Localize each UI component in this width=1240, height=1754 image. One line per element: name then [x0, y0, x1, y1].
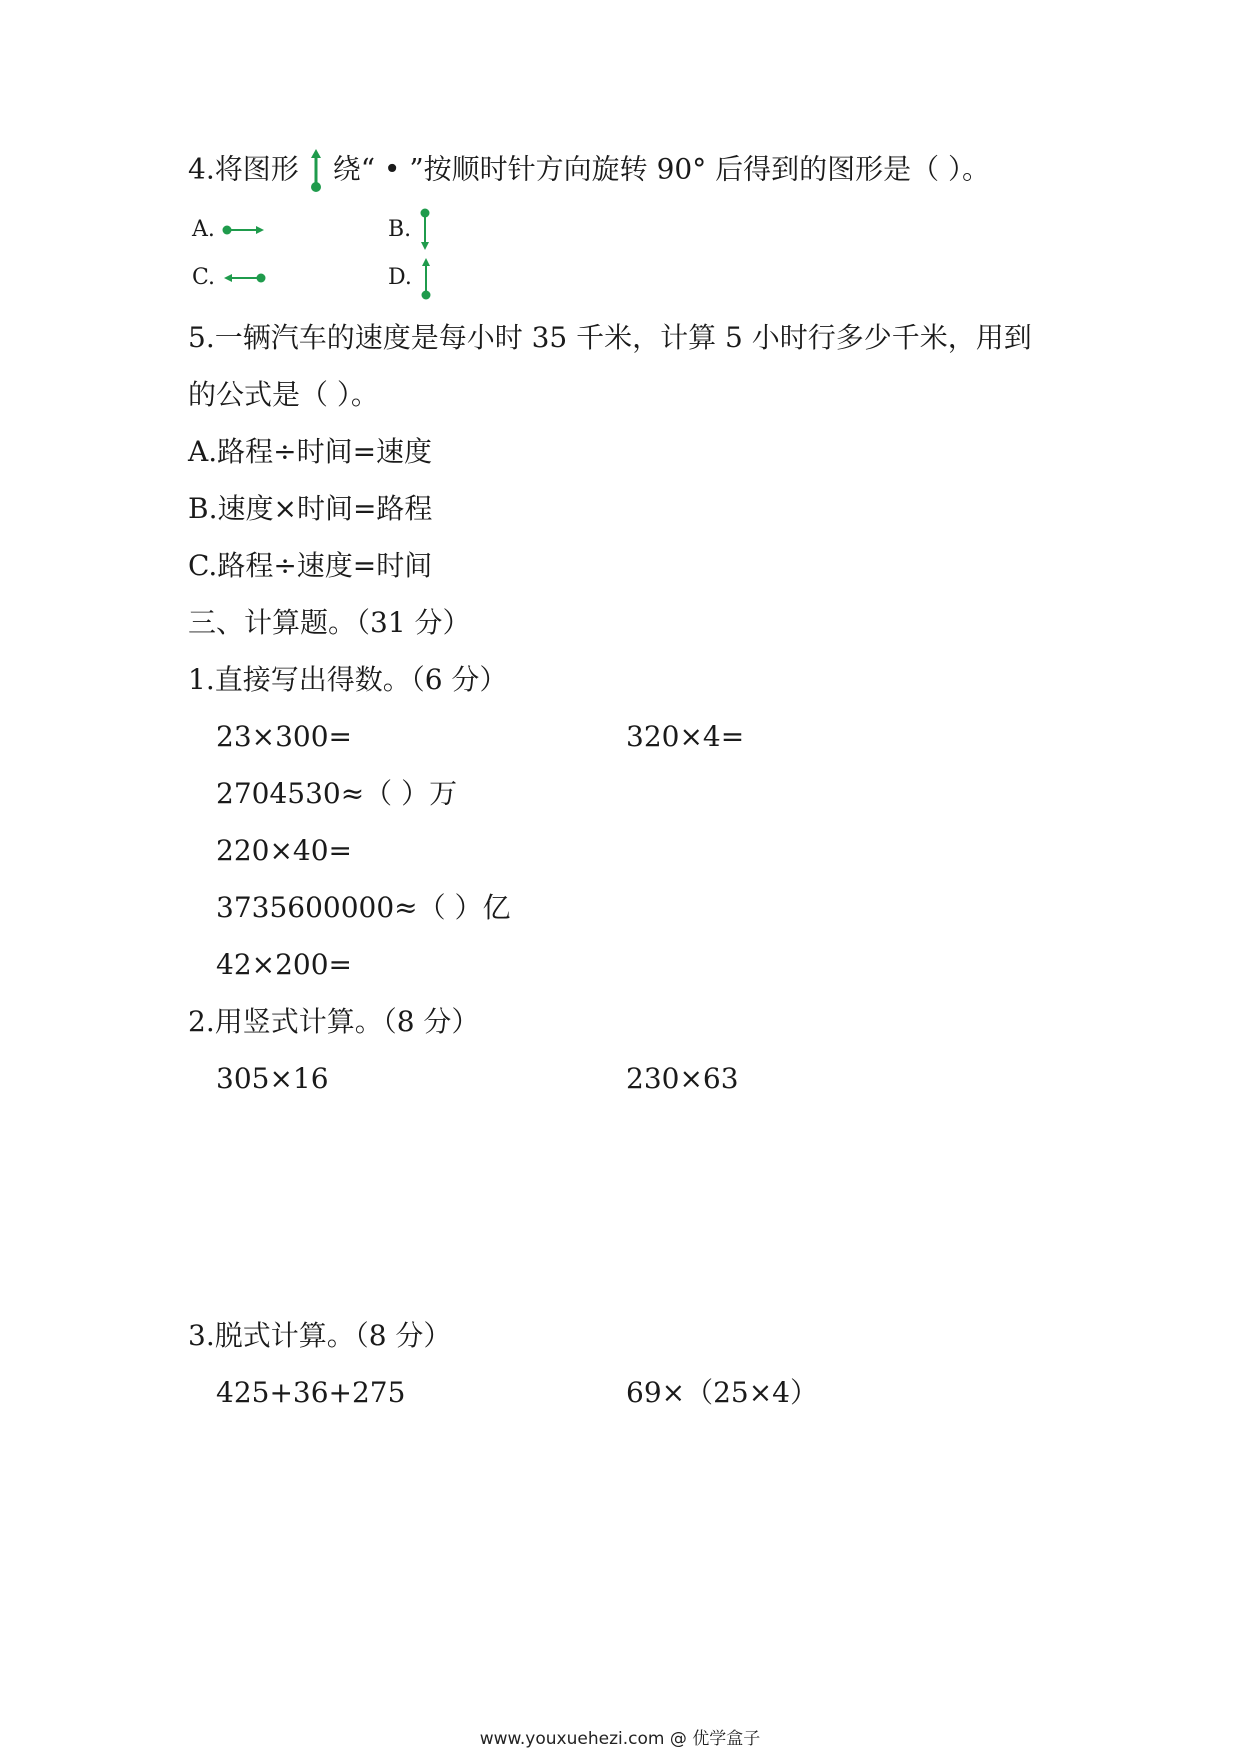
q5-option-a: A.路程÷时间=速度: [188, 435, 433, 468]
question-5-line-1: 5.一辆汽车的速度是每小时 35 千米，计算 5 小时行多少千米，用到: [188, 321, 1032, 354]
q5-option-c: C.路程÷速度=时间: [188, 549, 433, 582]
vertical-calc-item: 305×16: [216, 1062, 329, 1095]
q4-option-a-label: A.: [192, 217, 215, 242]
q4-option-c-label: C.: [192, 265, 216, 290]
part-2-title: 2.用竖式计算。（8 分）: [188, 1005, 480, 1038]
calc-item: 320×4=: [626, 720, 745, 753]
question-4-suffix: 绕“ • ”按顺时针方向旋转 90° 后得到的图形是（ ）。: [332, 152, 990, 186]
part-3-title: 3.脱式计算。（8 分）: [188, 1319, 452, 1352]
section-3-title: 三、计算题。（31 分）: [188, 606, 471, 639]
question-4: [188, 148, 990, 194]
vertical-arrow-up-icon: [305, 148, 327, 194]
step-calc-item: 425+36+275: [216, 1376, 406, 1409]
q4-option-d-label: D.: [388, 265, 412, 290]
vertical-arrow-up-icon: [419, 256, 433, 300]
calc-item: 23×300=: [216, 720, 352, 753]
q4-option-d: [388, 256, 433, 300]
q4-option-a: [192, 215, 266, 245]
part-1-title: 1.直接写出得数。（6 分）: [188, 663, 508, 696]
vertical-calc-item: 230×63: [626, 1062, 739, 1095]
q4-option-c: [192, 263, 266, 293]
footer-watermark: www.youxuehezi.com @ 优学盒子: [479, 1729, 761, 1749]
question-5-line-2: 的公式是（ ）。: [188, 378, 379, 411]
calc-item: 42×200=: [216, 948, 352, 981]
calc-item: 3735600000≈（ ）亿: [216, 891, 511, 924]
step-calc-item: 69×（25×4）: [626, 1376, 818, 1409]
question-4-prefix: 4.将图形: [188, 152, 299, 186]
horizontal-arrow-left-icon: [222, 271, 266, 285]
q4-option-b: [388, 208, 432, 252]
vertical-arrow-down-icon: [418, 208, 432, 252]
horizontal-arrow-right-icon: [222, 223, 266, 237]
calc-item: 220×40=: [216, 834, 352, 867]
calc-item: 2704530≈（ ）万: [216, 777, 458, 810]
q5-option-b: B.速度×时间=路程: [188, 492, 433, 525]
q4-option-b-label: B.: [388, 217, 412, 242]
